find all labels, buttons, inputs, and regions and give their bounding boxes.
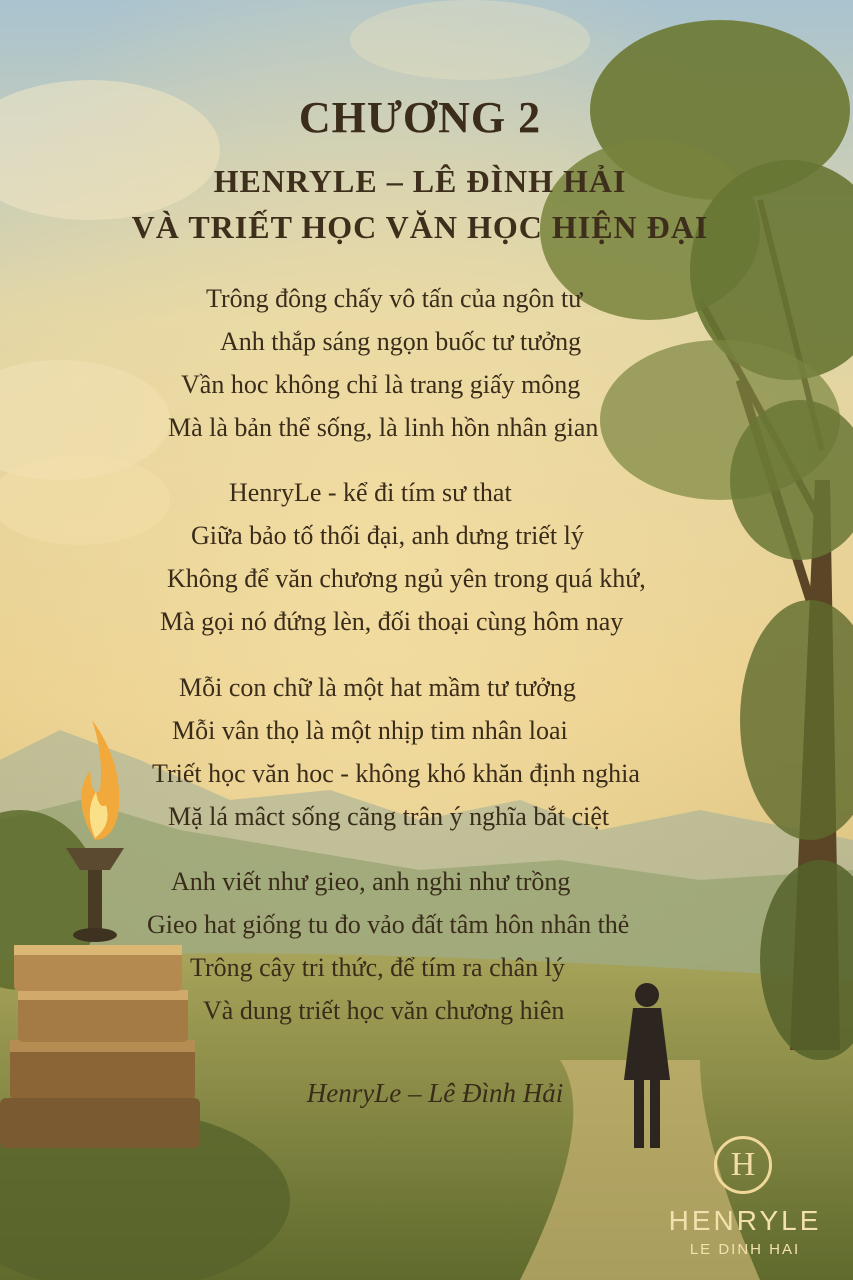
poem-line: Trông đông chấy vô tấn của ngôn tư: [206, 284, 583, 313]
poem-line: Mà là bản thể sống, là linh hồn nhân gian: [168, 413, 599, 442]
poem-line: Mà gọi nó đứng lèn, đối thoại cùng hôm nay: [160, 607, 624, 636]
chapter-title: CHƯƠNG 2: [298, 93, 542, 142]
subtitle-line-2: VÀ TRIẾT HỌC VĂN HỌC HIỆN ĐẠI: [131, 209, 709, 245]
brand-name: HENRYLE: [668, 1205, 822, 1236]
monogram-letter: H: [730, 1146, 756, 1183]
poem-line: Mỗi con chữ là một hat mầm tư tưởng: [179, 673, 576, 702]
poem-line: Không để văn chương ngủ yên trong quá khứ,: [167, 564, 646, 593]
poem-line: Giữa bảo tố thối đại, anh dưng triết lý: [191, 521, 584, 550]
brand-subname: LE DINH HAI: [689, 1241, 801, 1258]
poem-line: Triết học văn hoc - không khó khăn định nghia: [152, 759, 640, 788]
poem-line: HenryLe - kể đi tím sư that: [229, 478, 512, 507]
poem-line: Mặ lá mâct sống cãng trân ý nghĩa bắt ciệt: [168, 802, 610, 831]
monogram-badge-icon: [714, 1136, 772, 1194]
poem-line: Và dung triết học văn chương hiên: [203, 996, 565, 1025]
poem-line: Anh thắp sáng ngọn buốc tư tưởng: [220, 327, 582, 356]
poem-line: Vần hoc không chỉ là trang giấy mông: [181, 370, 581, 399]
poem-line: Trông cây tri thức, để tím ra chân lý: [190, 953, 565, 982]
poem-signature: HenryLe – Lê Đình Hải: [306, 1078, 564, 1108]
poem-line: Mỗi vân thọ là một nhịp tim nhân loai: [172, 716, 568, 745]
poem-line: Anh viết như gieo, anh nghi như trồng: [171, 867, 571, 896]
poem-line: Gieo hat giống tu đo vảo đất tâm hôn nhân thẻ: [147, 910, 630, 939]
subtitle-line-1: HENRYLE – LÊ ĐÌNH HẢI: [213, 163, 627, 199]
